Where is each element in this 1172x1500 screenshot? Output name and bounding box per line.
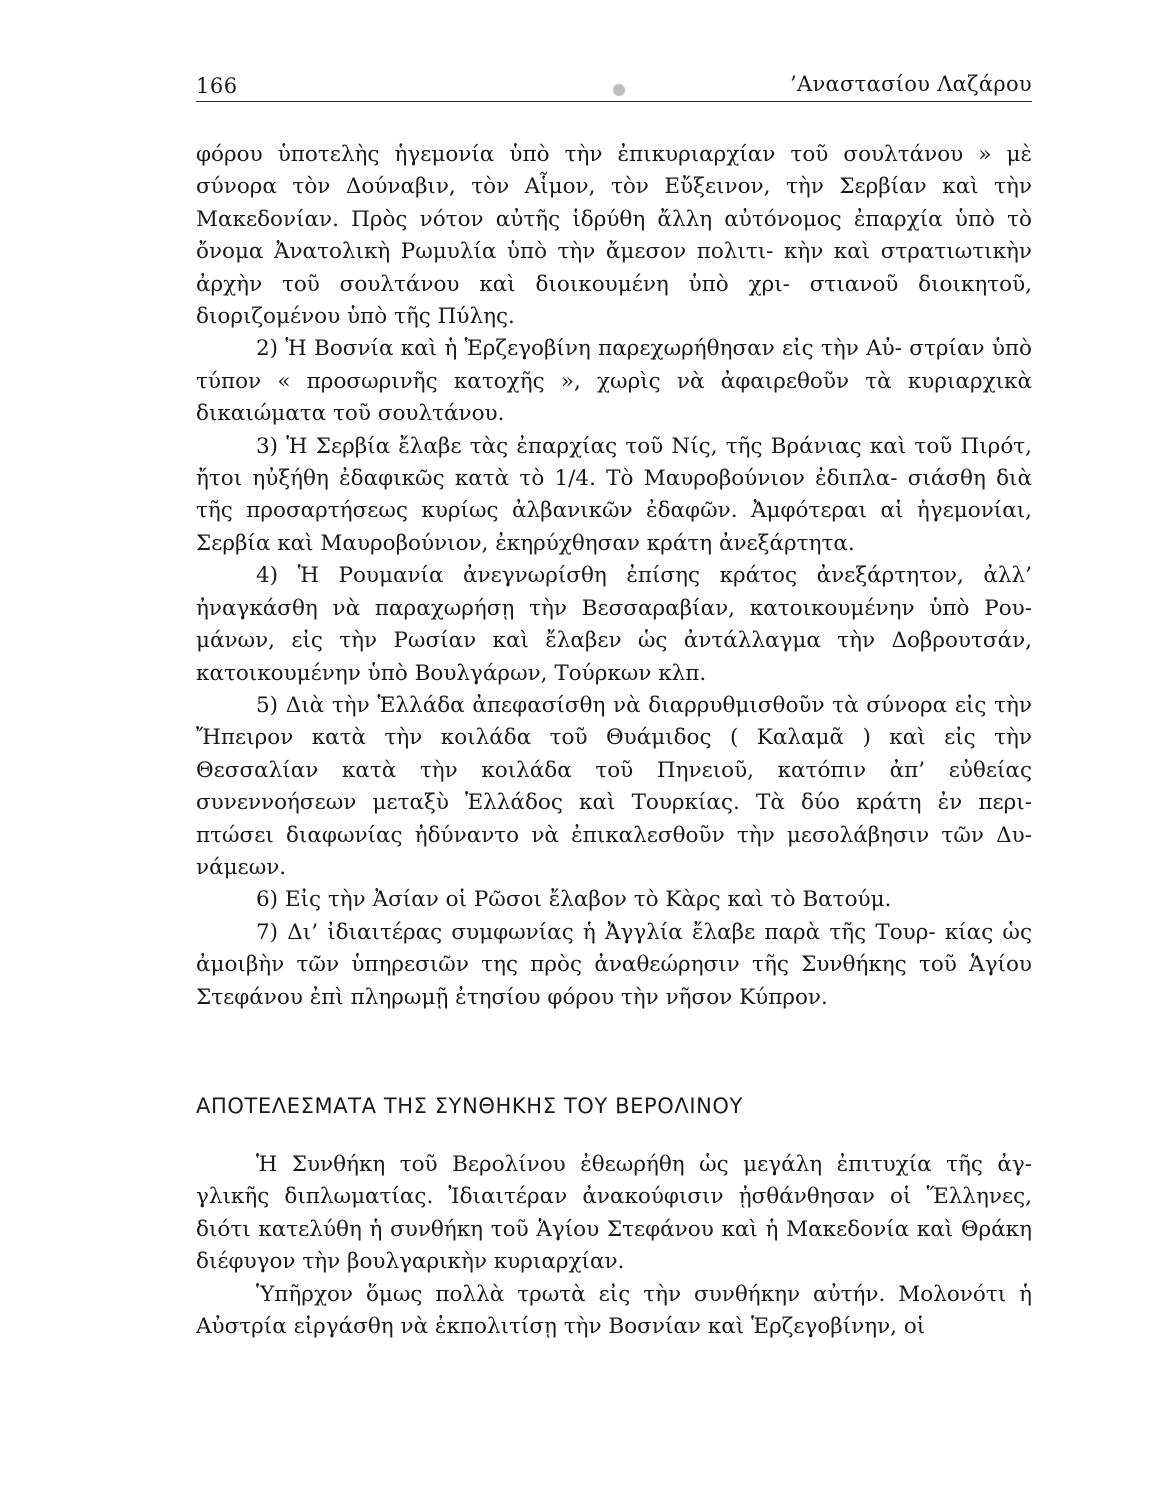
section-heading: ΑΠΟΤΕΛΕΣΜΑΤΑ ΤΗΣ ΣΥΝΘΗΚΗΣ ΤΟΥ ΒΕΡΟΛΙΝΟΥ — [196, 1094, 743, 1118]
header-rule — [196, 101, 1032, 102]
paragraph-continued: φόρου ὑποτελὴς ἡγεμονία ὑπὸ τὴν ἐπικυριαρχίαν τοῦ σουλτάνου » μὲ σύνορα τὸν Δούναβιν, τὸν Αἷμον, τὸν Εὔξεινον, τὴν Σερβίαν καὶ τὴν Μακεδονίαν. Πρὸς νότον αὐτῆς ἱδρύθη ἄλλη αὐτόνομος ἐπαρχία ὑπὸ τὸ ὄνομα Ἀνατολικὴ Ρωμυλία ὑπὸ τὴν ἄμεσον πολιτι- κὴν καὶ στρατιωτικὴν ἀρχὴν τοῦ σουλτάνου καὶ διοικουμένη ὑπὸ χρι- στιανοῦ διοικητοῦ, διοριζομένου ὑπὸ τῆς Πύλης. — [196, 142, 1032, 330]
paragraph-item-6: 6) Εἰς τὴν Ἀσίαν οἱ Ρῶσοι ἔλαβον τὸ Κὰρς καὶ τὸ Βατούμ. — [256, 887, 892, 913]
page-number: 166 — [196, 74, 238, 98]
section-paragraph-1: Ἡ Συνθήκη τοῦ Βερολίνου ἐθεωρήθη ὡς μεγάλη ἐπιτυχία τῆς ἀγ- γλικῆς διπλωματίας. Ἰδιαιτέραν ἀνακούφισιν ᾐσθάνθησαν οἱ Ἕλληνες, διότι κατελύθη ἡ συνθήκη τοῦ Ἁγίου Στεφάνου καὶ ἡ Μακεδονία καὶ Θράκη διέφυγον τὴν βουλγαρικὴν κυριαρχίαν. — [196, 1152, 1032, 1275]
paragraph-item-5: 5) Διὰ τὴν Ἑλλάδα ἀπεφασίσθη νὰ διαρρυθμισθοῦν τὰ σύνορα εἰς τὴν Ἤπειρον κατὰ τὴν κοιλάδα τοῦ Θυάμιδος ( Καλαμᾶ ) καὶ εἰς τὴν Θεσσαλίαν κατὰ τὴν κοιλάδα τοῦ Πηνειοῦ, κατόπιν ἀπ’ εὐθείας συνεννοήσεων μεταξὺ Ἑλλάδος καὶ Τουρκίας. Τὰ δύο κράτη ἐν περι- πτώσει διαφωνίας ἠδύναντο νὰ ἐπικαλεσθοῦν τὴν μεσολάβησιν τῶν Δυ- νάμεων. — [196, 692, 1032, 880]
ink-speck — [613, 84, 625, 96]
body-text — [196, 139, 1032, 1014]
running-head: ’Αναστασίου Λαζάρου — [790, 72, 1032, 96]
paragraph-item-2: 2) Ἡ Βοσνία καὶ ἡ Ἑρζεγοβίνη παρεχωρήθησαν εἰς τὴν Αὐ- στρίαν ὑπὸ τύπον « προσωρινῆς κατοχῆς », χωρὶς νὰ ἀφαιρεθοῦν τὰ κυριαρχικὰ δικαιώματα τοῦ σουλτάνου. — [196, 336, 1032, 427]
section-body-text — [196, 1149, 1032, 1343]
paragraph-item-4: 4) Ἡ Ρουμανία ἀνεγνωρίσθη ἐπίσης κράτος ἀνεξάρτητον, ἀλλ’ ἠναγκάσθη νὰ παραχωρήσῃ τὴν Βεσσαραβίαν, κατοικουμένην ὑπὸ Ρου- μάνων, εἰς τὴν Ρωσίαν καὶ ἔλαβεν ὡς ἀντάλλαγμα τὴν Δοβρουτσάν, κατοικουμένην ὑπὸ Βουλγάρων, Τούρκων κλπ. — [196, 563, 1032, 686]
paragraph-item-3: 3) Ἡ Σερβία ἔλαβε τὰς ἐπαρχίας τοῦ Νίς, τῆς Βράνιας καὶ τοῦ Πιρότ, ἤτοι ηὐξήθη ἐδαφικῶς κατὰ τὸ 1/4. Τὸ Μαυροβούνιον ἐδιπλα- σιάσθη διὰ τῆς προσαρτήσεως κυρίως ἀλβανικῶν ἐδαφῶν. Ἀμφότεραι αἱ ἡγεμονίαι, Σερβία καὶ Μαυροβούνιον, ἐκηρύχθησαν κράτη ἀνεξάρτητα. — [196, 433, 1032, 556]
paragraph-item-7: 7) Δι’ ἰδιαιτέρας συμφωνίας ἡ Ἀγγλία ἔλαβε παρὰ τῆς Τουρ- κίας ὡς ἀμοιβὴν τῶν ὑπηρεσιῶν της πρὸς ἀναθεώρησιν τῆς Συνθήκης τοῦ Ἁγίου Στεφάνου ἐπὶ πληρωμῇ ἐτησίου φόρου τὴν νῆσον Κύπρον. — [196, 919, 1032, 1010]
section-paragraph-2: Ὑπῆρχον ὅμως πολλὰ τρωτὰ εἰς τὴν συνθήκην αὐτήν. Μολονότι ἡ Αὐστρία εἰργάσθη νὰ ἐκπολιτίσῃ τὴν Βοσνίαν καὶ Ἑρζεγοβίνην, οἱ — [196, 1281, 1032, 1340]
